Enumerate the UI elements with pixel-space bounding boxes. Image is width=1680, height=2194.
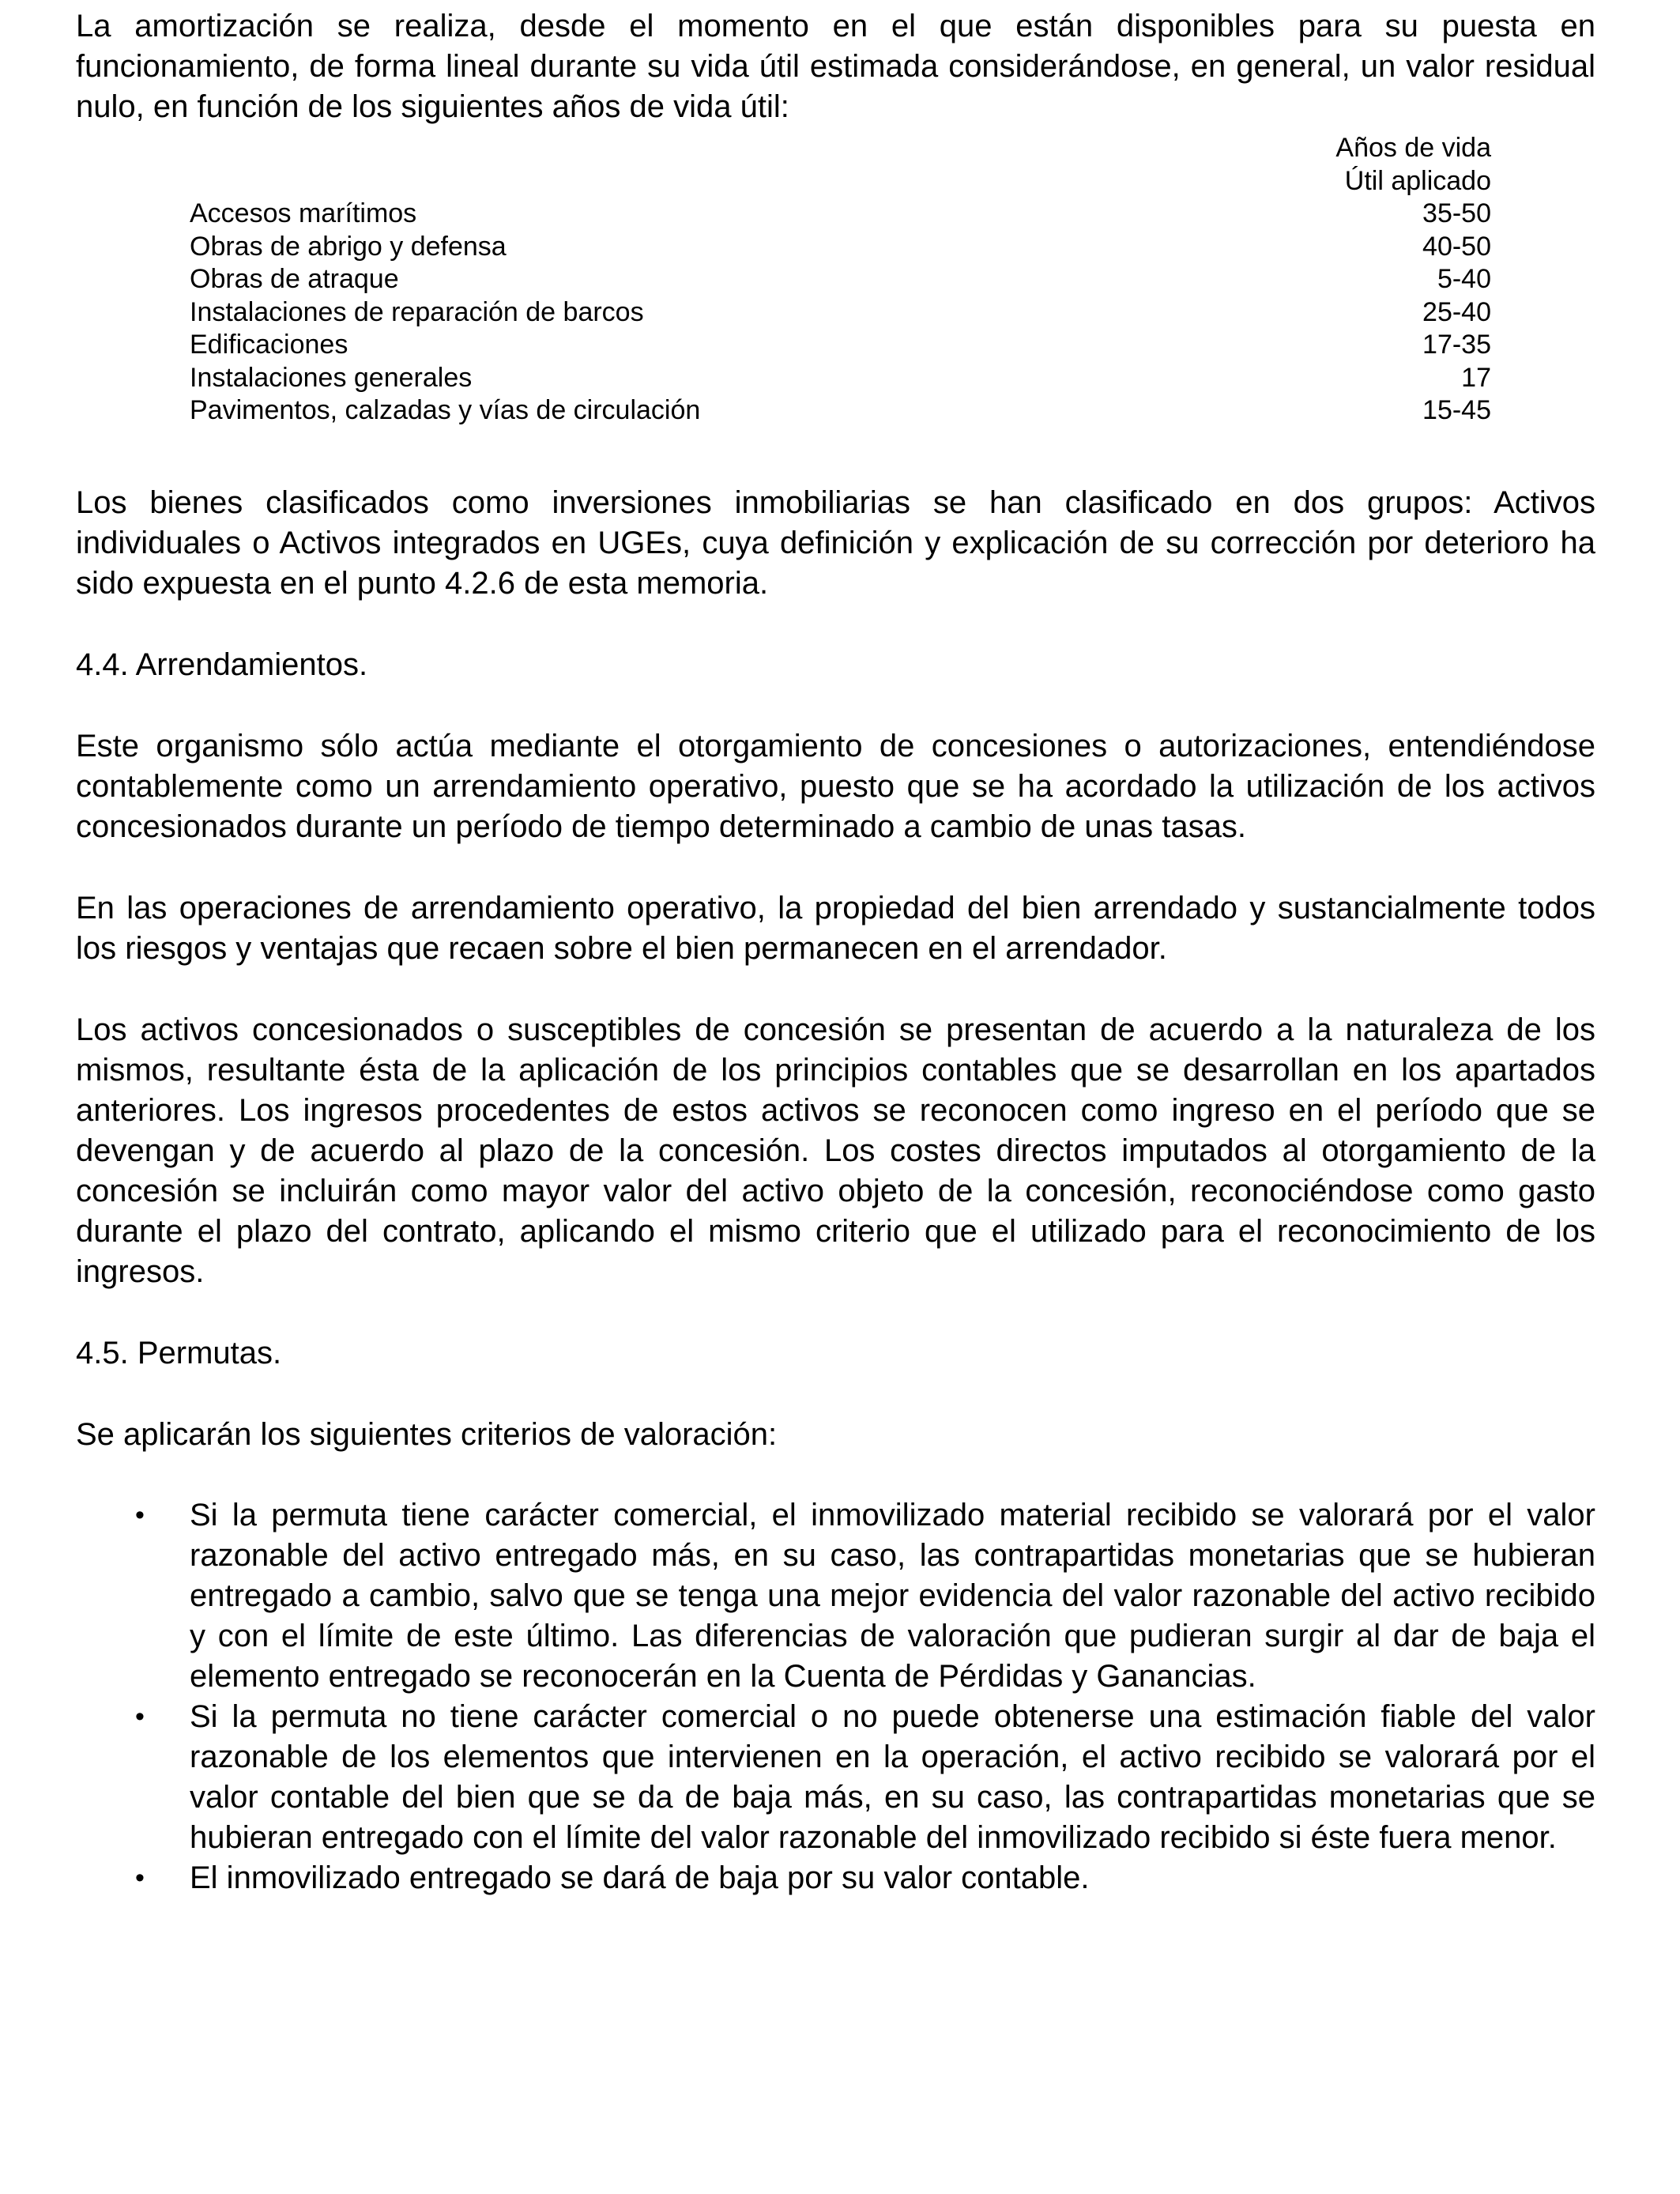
row-label: Instalaciones generales [190, 362, 473, 393]
row-label: Accesos marítimos [190, 198, 417, 228]
spacer [76, 969, 1595, 1010]
section-heading-permutas: 4.5. Permutas. [76, 1335, 282, 1370]
row-value: 35-50 [1422, 198, 1491, 228]
row-value: 17-35 [1422, 330, 1491, 360]
table-row [190, 231, 1491, 264]
row-label: Pavimentos, calzadas y vías de circulación [190, 395, 701, 425]
row-value: 17 [1461, 362, 1491, 393]
list-item-text: Si la permuta no tiene carácter comercial o no puede obtenerse una estimación fiable del valor razonable de los elementos que intervienen en la operación, el activo recibido se valorará por el valor contable del bien que se da de baja más, en su caso, las contrapartidas monetarias que se hubieran entregado con el límite del valor razonable del inmovilizado recibido si éste fuera menor. [190, 1698, 1595, 1855]
arrendamientos-paragraph-3: Los activos concesionados o susceptibles de concesión se presentan de acuerdo a la naturaleza de los mismos, resultante ésta de la aplicación de los principios contables que se desarrollan en los apartados anteriores. Los ingresos procedentes de estos activos se reconocen como ingreso en el período que se devengan y de acuerdo al plazo de la concesión. Los costes directos imputados al otorgamiento de la concesión se incluirán como mayor valor del activo objeto de la concesión, reconociéndose como gasto durante el plazo del contrato, aplicando el mismo criterio que el utilizado para el reconocimiento de los ingresos. [76, 1012, 1595, 1289]
row-value: 25-40 [1422, 296, 1491, 327]
bullet-icon: • [135, 1499, 145, 1530]
list-item-text: Si la permuta tiene carácter comercial, el inmovilizado material recibido se valorará por el valor razonable del activo entregado más, en su caso, las contrapartidas monetarias que se hubieran entregado a cambio, salvo que se tenga una mejor evidencia del valor razonable del activo recibido y con el límite de este último. Las diferencias de valoración que pudieran surgir al dar de baja el elemento entregado se reconocerán en la Cuenta de Pérdidas y Ganancias. [190, 1497, 1595, 1694]
table-row [190, 198, 1491, 231]
row-label: Obras de abrigo y defensa [190, 231, 507, 262]
spacer [76, 1292, 1595, 1333]
table-row [190, 263, 1491, 296]
criterios-intro: Se aplicarán los siguientes criterios de valoración: [76, 1416, 778, 1452]
table-header-line-1: Años de vida [1335, 133, 1491, 163]
spacer [76, 1455, 1595, 1495]
bullet-icon: • [135, 1862, 145, 1893]
spacer [76, 428, 1595, 483]
inversiones-paragraph: Los bienes clasificados como inversiones inmobiliarias se han clasificado en dos grupos: Activos individuales o Activos integrados en UGEs, cuya definición y explicación de su corrección por deterioro ha sido expuesta en el punto 4.2.6 de esta memoria. [76, 484, 1595, 601]
row-value: 15-45 [1422, 395, 1491, 425]
arrendamientos-paragraph-1: Este organismo sólo actúa mediante el otorgamiento de concesiones o autorizaciones, entendiéndose contablemente como un arrendamiento operativo, puesto que se ha acordado la utilización de los activos concesionados durante un período de tiempo determinado a cambio de unas tasas. [76, 728, 1595, 844]
bullet-icon: • [135, 1701, 145, 1732]
criteria-list [76, 1495, 1595, 1898]
table-row [190, 362, 1491, 395]
row-label: Obras de atraque [190, 264, 399, 294]
table-row [190, 296, 1491, 330]
spacer [76, 1374, 1595, 1415]
row-value: 5-40 [1437, 264, 1491, 294]
arrendamientos-paragraph-2: En las operaciones de arrendamiento operativo, la propiedad del bien arrendado y sustancialmente todos los riesgos y ventajas que recaen sobre el bien permanecen en el arrendador. [76, 890, 1595, 966]
list-item [76, 1495, 1595, 1697]
spacer [76, 847, 1595, 888]
list-item-text: El inmovilizado entregado se dará de baja por su valor contable. [190, 1860, 1090, 1895]
useful-life-table [190, 132, 1491, 428]
intro-paragraph: La amortización se realiza, desde el momento en el que están disponibles para su puesta en funcionamiento, de forma lineal durante su vida útil estimada considerándose, en general, un valor residual nulo, en función de los siguientes años de vida útil: [76, 9, 1595, 124]
section-heading-arrendamientos: 4.4. Arrendamientos. [76, 647, 368, 682]
table-row [190, 329, 1491, 362]
row-value: 40-50 [1422, 231, 1491, 262]
row-label: Instalaciones de reparación de barcos [190, 296, 644, 327]
table-header-line-2: Útil aplicado [1344, 165, 1491, 196]
list-item [76, 1858, 1595, 1898]
row-label: Edificaciones [190, 330, 348, 360]
table-row [190, 394, 1491, 428]
spacer [76, 604, 1595, 645]
list-item [76, 1697, 1595, 1858]
spacer [76, 685, 1595, 726]
